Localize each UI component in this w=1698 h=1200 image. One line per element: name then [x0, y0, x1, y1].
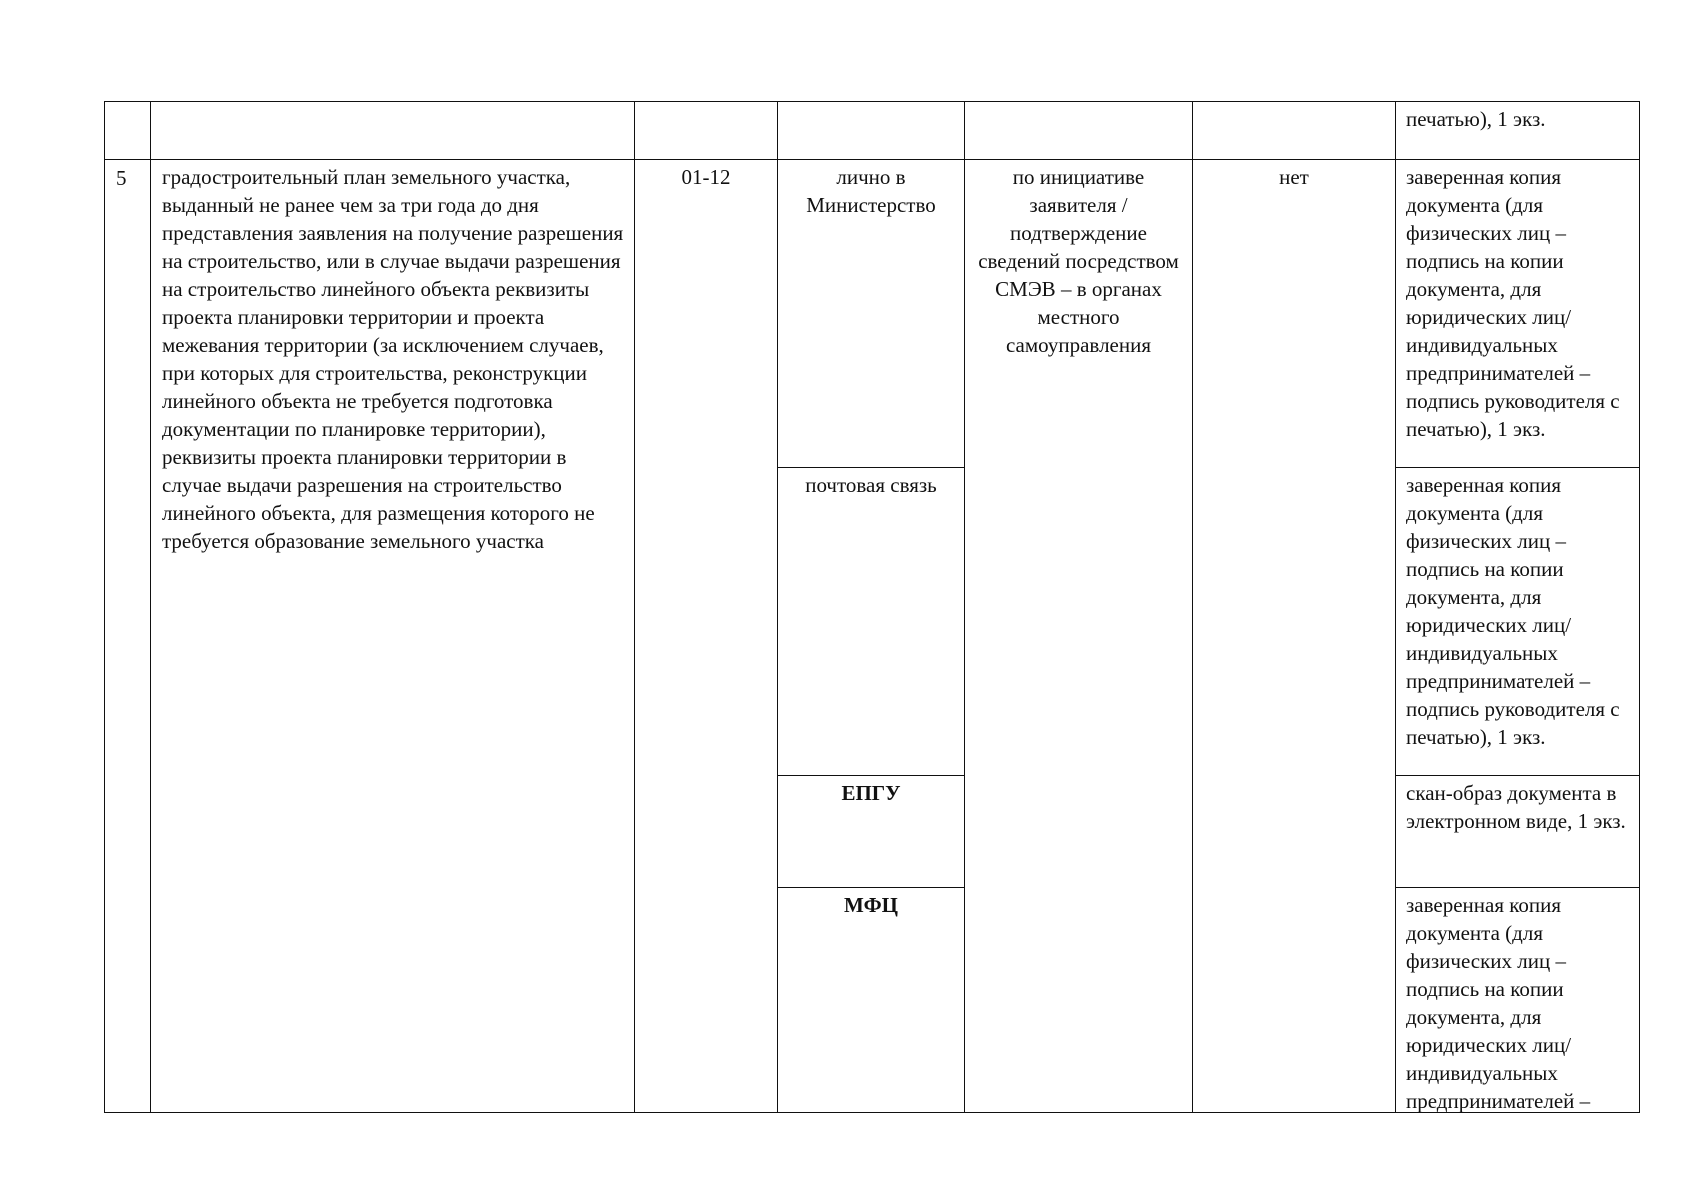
result-epgu: скан-образ документа в электронном виде, 1 экз.: [1396, 776, 1639, 888]
continuation-row: [105, 102, 1640, 160]
submission-terms: по инициативе заявителя /подтверждение сведений посредством СМЭВ – в органах местного самоуправления: [965, 160, 1193, 1113]
fee-value: нет: [1193, 160, 1396, 1113]
document-name: градостроительный план земельного участка, выданный не ранее чем за три года до дня представления заявления на получение разрешения на строительство, или в случае выдачи разрешения на строительство линейного объекта реквизиты проекта планировки территории и проекта межевания территории (за исключением случаев, при которых для строительства, реконструкции линейного объекта не требуется подготовка документации по планировке территории), реквизиты проекта планировки территории в случае выдачи разрешения на строительство линейного объекта, для размещения которого не требуется образование земельного участка: [151, 160, 635, 1113]
cont-cell-way: [778, 102, 965, 160]
requirements-table: [104, 101, 1640, 1113]
way-epgu: ЕПГУ: [778, 776, 964, 888]
cont-cell-result: печатью), 1 экз.: [1396, 102, 1640, 160]
result-post: заверенная копия документа (для физических лиц – подпись на копии документа, для юридических лиц/индивидуальных предпринимателей – подпись руководителя с печатью), 1 экз.: [1396, 468, 1639, 776]
cont-cell-num: [105, 102, 151, 160]
submission-ways: [778, 160, 965, 1113]
way-post: почтовая связь: [778, 468, 964, 776]
cont-cell-terms: [965, 102, 1193, 160]
result-mfc: заверенная копия документа (для физических лиц – подпись на копии документа, для юридических лиц/индивидуальных предпринимателей –: [1406, 893, 1591, 1112]
document-code: 01-12: [635, 160, 778, 1113]
result-in-person: заверенная копия документа (для физических лиц – подпись на копии документа, для юридических лиц/индивидуальных предпринимателей – подпись руководителя с печатью), 1 экз.: [1396, 160, 1639, 468]
table-row: [105, 160, 1640, 1113]
way-mfc: МФЦ: [844, 893, 898, 917]
row-number: 5: [105, 160, 151, 1113]
cont-cell-name: [151, 102, 635, 160]
cont-cell-fee: [1193, 102, 1396, 160]
way-in-person: лично в Министерство: [778, 160, 964, 468]
cont-cell-code: [635, 102, 778, 160]
result-forms: [1396, 160, 1640, 1113]
